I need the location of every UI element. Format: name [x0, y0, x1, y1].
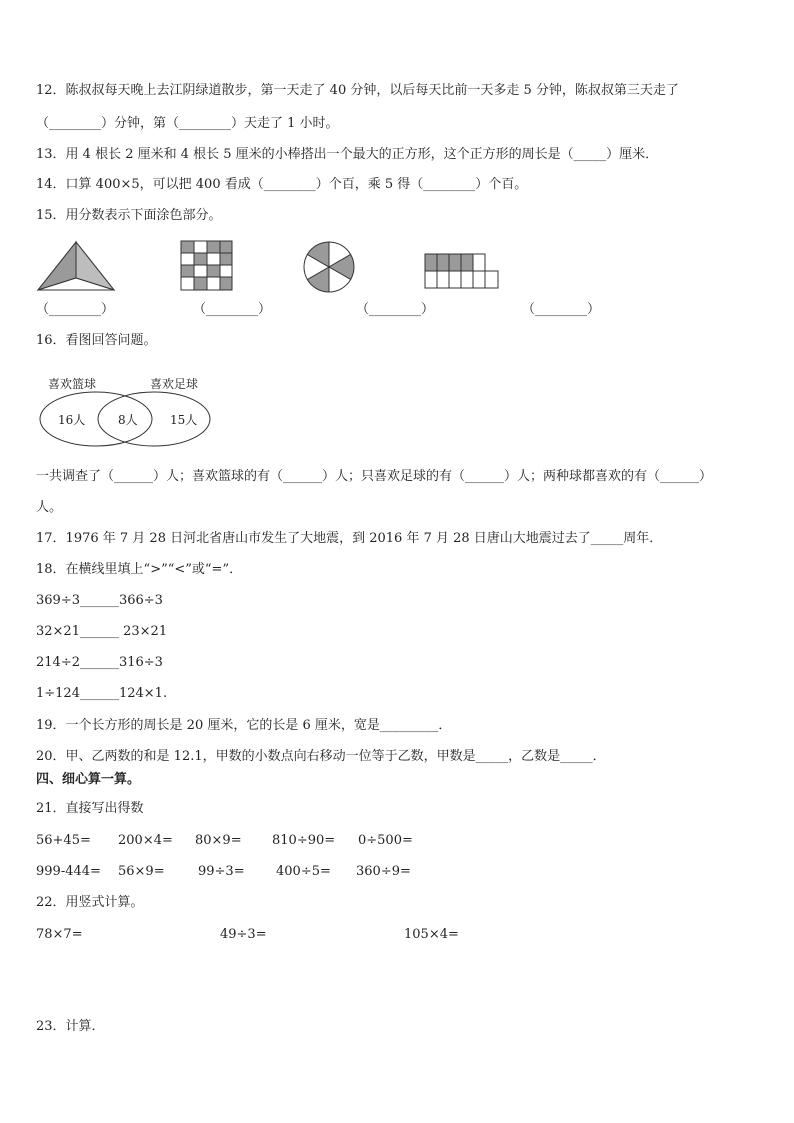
venn-both: 8人 [118, 413, 138, 427]
question-16-line-1: 一共调查了（______）人；喜欢篮球的有（______）人；只喜欢足球的有（______）人；两种球都喜欢的有（______） [36, 469, 713, 484]
mental-math-item: 0÷500= [358, 833, 413, 848]
shaded-circle-figure [302, 240, 356, 294]
question-16-line-2: 人。 [36, 500, 63, 515]
mental-math-item: 810÷90= [272, 833, 336, 848]
mental-math-item: 99÷3= [198, 864, 245, 879]
question-17: 17．1976 年 7 月 28 日河北省唐山市发生了大地震，到 2016 年 7 月 28 日唐山大地震过去了_____周年． [36, 531, 663, 546]
venn-label-basketball: 喜欢篮球 [48, 377, 97, 391]
answer-blank-grid[interactable]: （________） [193, 302, 272, 317]
question-12-line-2: （________）分钟，第（________）天走了 1 小时。 [36, 116, 339, 131]
shaded-rectangle-figure [424, 252, 500, 292]
question-20: 20．甲、乙两数的和是 12.1，甲数的小数点向右移动一位等于乙数，甲数是_____，乙数是_____． [36, 749, 606, 764]
question-13: 13．用 4 根长 2 厘米和 4 根长 5 厘米的小棒搭出一个最大的正方形，这个正方形的周长是（_____）厘米． [36, 147, 659, 162]
mental-math-item: 56+45= [36, 833, 91, 848]
question-22-title: 22．用竖式计算。 [36, 895, 144, 910]
venn-football-only: 15人 [170, 413, 198, 427]
question-14: 14．口算 400×5，可以把 400 看成（________）个百，乘 5 得（________）个百。 [36, 177, 528, 192]
question-18-title: 18．在横线里填上“>”“<”或“=”． [36, 562, 243, 577]
question-16-title: 16．看图回答问题。 [36, 333, 157, 348]
venn-basketball-only: 16人 [58, 413, 86, 427]
mental-math-item: 200×4= [118, 833, 173, 848]
answer-blank-triangle[interactable]: （________） [36, 302, 115, 317]
vertical-calc-item: 105×4= [404, 927, 459, 942]
question-21-title: 21．直接写出得数 [36, 801, 144, 816]
compare-item-1: 369÷3______366÷3 [36, 593, 163, 608]
question-19: 19．一个长方形的周长是 20 厘米，它的长是 6 厘米，宽是_________． [36, 718, 452, 733]
vertical-calc-item: 78×7= [36, 927, 83, 942]
mental-math-item: 360÷9= [356, 864, 411, 879]
mental-math-item: 400÷5= [276, 864, 331, 879]
vertical-calc-item: 49÷3= [220, 927, 267, 942]
question-23: 23．计算． [36, 1019, 105, 1034]
mental-math-item: 999-444= [36, 864, 101, 879]
question-12-line-1: 12．陈叔叔每天晚上去江阴绿道散步，第一天走了 40 分钟，以后每天比前一天多走 5 分钟，陈叔叔第三天走了 [36, 83, 679, 98]
compare-item-2: 32×21______ 23×21 [36, 624, 168, 639]
answer-blank-rectangle[interactable]: （________） [522, 302, 601, 317]
shaded-grid-figure [180, 240, 234, 292]
compare-item-4: 1÷124______124×1. [36, 686, 168, 701]
shaded-triangle-figure [36, 240, 118, 292]
venn-label-football: 喜欢足球 [150, 377, 199, 391]
mental-math-item: 80×9= [195, 833, 242, 848]
venn-diagram [38, 372, 218, 448]
answer-blank-circle[interactable]: （________） [356, 302, 435, 317]
section-4-heading: 四、细心算一算。 [36, 772, 141, 787]
compare-item-3: 214÷2______316÷3 [36, 655, 163, 670]
question-15-title: 15．用分数表示下面涂色部分。 [36, 208, 222, 223]
mental-math-item: 56×9= [118, 864, 165, 879]
